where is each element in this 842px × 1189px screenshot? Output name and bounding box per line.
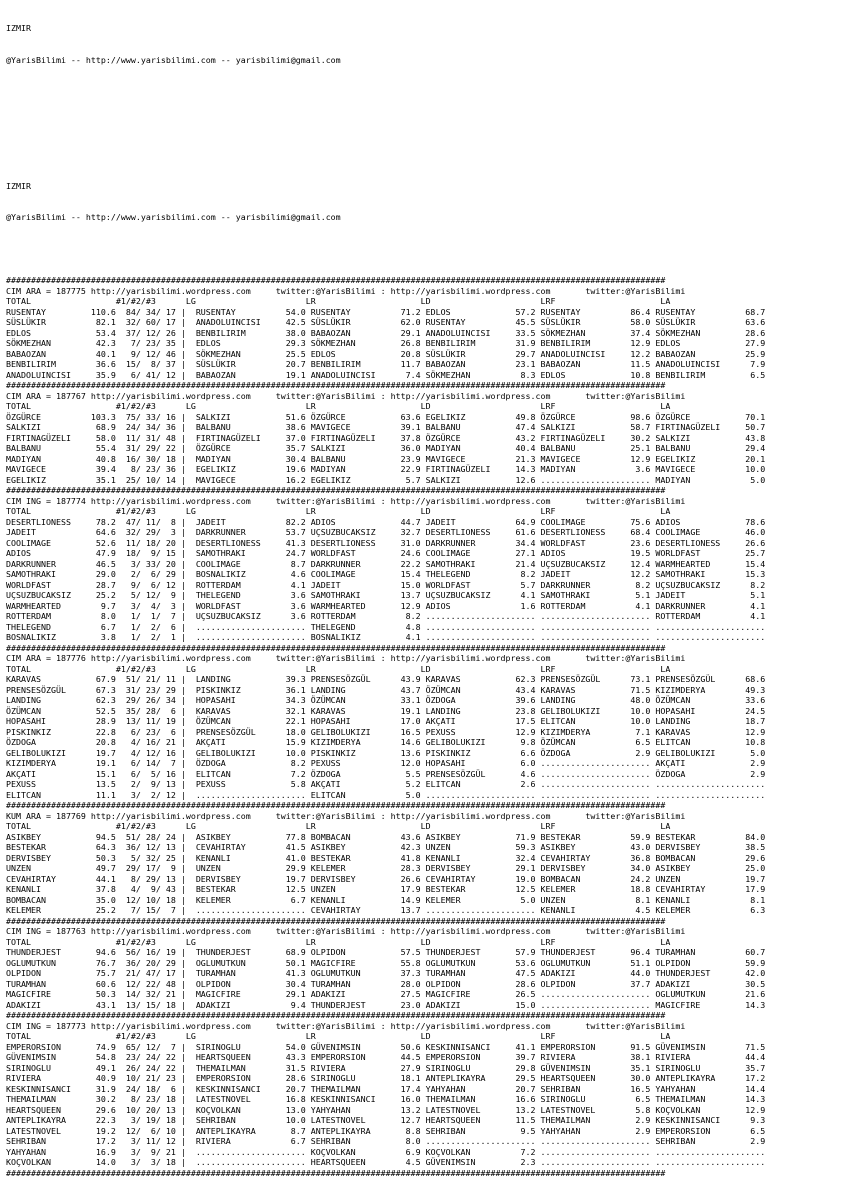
race-result-row: SEHRIBAN 17.2 3/ 11/ 12 | RIVIERA 6.7 SEHRIBAN 8.0 ...................... ...................... SEHRIBAN 2.9: [6, 1136, 766, 1146]
separator-line: ####################################################################################################################################: [6, 485, 666, 495]
race-result-row: MAGICFIRE 50.3 14/ 32/ 21 | MAGICFIRE 29.1 ADAKIZI 27.5 MAGICFIRE 26.5 ...................... OGLUMUTKUN 21.6: [6, 989, 766, 999]
race-result-row: WARMHEARTED 9.7 3/ 4/ 3 | WORLDFAST 3.6 WARMHEARTED 12.9 ADIOS 1.6 ROTTERDAM 4.1 DARKRUNNER 4.1: [6, 600, 766, 611]
column-header-row: TOTAL #1/#2/#3 LG LR LD LRF LA: [6, 663, 671, 674]
race-result-row: KARAVAS 67.9 51/ 21/ 11 | LANDING 39.3 PRENSESÖZGÜL 43.9 KARAVAS 62.3 PRENSESÖZGÜL 73.1 PRENSESÖZGÜL 68.6: [6, 674, 766, 684]
race-result-row: GELIBOLUKIZI 19.7 4/ 12/ 16 | GELIBOLUKIZI 10.0 PISKINKIZ 13.6 PISKINKIZ 6.6 ÖZDOGA 2.9 GELIBOLUKIZI 5.0: [6, 747, 766, 758]
separator-line: ####################################################################################################################################: [6, 380, 666, 390]
race-result-row: LANDING 62.3 29/ 26/ 34 | HOPASAHI 34.3 ÖZÜMCAN 33.1 ÖZDOGA 39.6 LANDING 48.0 ÖZÜMCAN 33.6: [6, 695, 766, 705]
race-result-row: WORLDFAST 28.7 9/ 6/ 12 | ROTTERDAM 4.1 JADEIT 15.0 WORLDFAST 5.7 DARKRUNNER 8.2 UÇSUZBUCAKSIZ 8.2: [6, 579, 766, 590]
separator-line: ####################################################################################################################################: [6, 1167, 666, 1178]
race-result-row: ADIOS 47.9 18/ 9/ 15 | SAMOTHRAKI 24.7 WORLDFAST 24.6 COOLIMAGE 27.1 ADIOS 19.5 WORLDFAST 25.7: [6, 548, 766, 558]
race-result-row: SAMOTHRAKI 29.0 2/ 6/ 29 | BOSNALIKIZ 4.6 COOLIMAGE 15.4 THELEGEND 8.2 JADEIT 12.2 SAMOTHRAKI 15.3: [6, 569, 766, 579]
race-result-row: KIZIMDERYA 19.1 6/ 14/ 7 | ÖZDOGA 8.2 PEXUSS 12.0 HOPASAHI 6.0 ...................... AKÇATI 2.9: [6, 758, 766, 768]
race-result-row: HEARTSQUEEN 29.6 10/ 20/ 13 | KOÇVOLKAN 13.0 YAHYAHAN 13.2 LATESTNOVEL 13.2 LATESTNOVEL 5.8 KOÇVOLKAN 12.9: [6, 1104, 766, 1115]
separator-line: ####################################################################################################################################: [6, 1010, 666, 1020]
race-result-row: BESTEKAR 64.3 36/ 12/ 13 | CEVAHIRTAY 41.5 ASIKBEY 42.3 UNZEN 59.3 ASIKBEY 43.0 DERVISBEY 38.5: [6, 842, 766, 852]
race-header: KUM ARA = 187769 http://yarisbilimi.wordpress.com twitter:@YarisBilimi : http://yarisbilimi.wordpress.com twitter:@YarisBilimi: [6, 810, 686, 821]
race-result-row: EGELIKIZ 35.1 25/ 10/ 14 | MAVIGECE 16.2 EGELIKIZ 5.7 SALKIZI 12.6 ...................... MADIYAN 5.0: [6, 474, 766, 485]
race-result-row: THELEGEND 6.7 1/ 2/ 6 | ...................... THELEGEND 4.8 ...................... ...................... ......................: [6, 621, 766, 632]
race-result-row: SIRINOGLU 49.1 26/ 24/ 22 | THEMAILMAN 31.5 RIVIERA 27.9 SIRINOGLU 29.8 GÜVENIMSIN 35.1 SIRINOGLU 35.7: [6, 1062, 766, 1073]
credit-line-repeat: @YarisBilimi -- http://www.yarisbilimi.com -- yarisbilimi@gmail.com: [6, 212, 341, 222]
race-result-row: DERVISBEY 50.3 5/ 32/ 25 | KENANLI 41.0 BESTEKAR 41.8 KENANLI 32.4 CEVAHIRTAY 36.8 BOMBACAN 29.6: [6, 852, 766, 863]
race-result-row: BALBANU 55.4 31/ 29/ 22 | ÖZGÜRCE 35.7 SALKIZI 36.0 MADIYAN 40.4 BALBANU 25.1 BALBANU 29.4: [6, 443, 766, 453]
race-result-row: THUNDERJEST 94.6 56/ 16/ 19 | THUNDERJEST 68.9 OLPIDON 57.5 THUNDERJEST 57.9 THUNDERJEST 96.4 TURAMHAN 60.7: [6, 947, 766, 957]
blank-line: [6, 118, 765, 129]
race-result-row: MAVIGECE 39.4 8/ 23/ 36 | EGELIKIZ 19.6 MADIYAN 22.9 FIRTINAGÜZELI 14.3 MADIYAN 3.6 MAVIGECE 10.0: [6, 464, 766, 474]
race-result-row: PRENSESÖZGÜL 67.3 31/ 23/ 29 | PISKINKIZ 36.1 LANDING 43.7 ÖZÜMCAN 43.4 KARAVAS 71.5 KIZIMDERYA 49.3: [6, 684, 766, 695]
race-result-row: ASIKBEY 94.5 51/ 28/ 24 | ASIKBEY 77.8 BOMBACAN 43.6 ASIKBEY 71.9 BESTEKAR 59.9 BESTEKAR 84.0: [6, 831, 766, 842]
race-result-row: GÜVENIMSIN 54.8 23/ 24/ 22 | HEARTSQUEEN 43.3 EMPERORSION 44.5 EMPERORSION 39.7 RIVIERA 38.1 RIVIERA 44.4: [6, 1052, 766, 1062]
separator-line: ####################################################################################################################################: [6, 642, 666, 653]
race-result-row: BOMBACAN 35.0 12/ 10/ 18 | KELEMER 6.7 KENANLI 14.9 KELEMER 5.0 UNZEN 8.1 KENANLI 8.1: [6, 894, 766, 905]
race-result-row: BENBILIRIM 36.6 15/ 8/ 37 | SÜSLÜKIR 20.7 BENBILIRIM 11.7 BABAOZAN 23.1 BABAOZAN 11.5 ANADOLUINCISI 7.9: [6, 359, 766, 369]
race-result-row: OLPIDON 75.7 21/ 47/ 17 | TURAMHAN 41.3 OGLUMUTKUN 37.3 TURAMHAN 47.5 ADAKIZI 44.0 THUNDERJEST 42.0: [6, 968, 766, 978]
race-result-row: CEVAHIRTAY 44.1 8/ 29/ 13 | DERVISBEY 19.7 DERVISBEY 26.6 CEVAHIRTAY 19.0 BOMBACAN 24.2 UNZEN 19.7: [6, 873, 766, 884]
column-header-row: TOTAL #1/#2/#3 LG LR LD LRF LA: [6, 821, 671, 831]
race-result-row: MADIYAN 40.8 16/ 30/ 18 | MADIYAN 30.4 BALBANU 23.9 MAVIGECE 21.3 MAVIGECE 12.9 EGELIKIZ 20.1: [6, 453, 766, 464]
race-result-row: PISKINKIZ 22.8 6/ 23/ 6 | PRENSESÖZGÜL 18.0 GELIBOLUKIZI 16.5 PEXUSS 12.9 KIZIMDERYA 7.1 KARAVAS 12.9: [6, 726, 766, 737]
race-result-row: HOPASAHI 28.9 13/ 11/ 19 | ÖZÜMCAN 22.1 HOPASAHI 17.0 AKÇATI 17.5 ELITCAN 10.0 LANDING 18.7: [6, 716, 766, 726]
race-result-row: KENANLI 37.8 4/ 9/ 43 | BESTEKAR 12.5 UNZEN 17.9 BESTEKAR 12.5 KELEMER 18.8 CEVAHIRTAY 17.9: [6, 884, 766, 894]
column-header-row: TOTAL #1/#2/#3 LG LR LD LRF LA: [6, 401, 671, 411]
blank-line: [6, 149, 765, 160]
race-result-row: KESKINNISANCI 31.9 24/ 18/ 6 | KESKINNISANCI 20.7 THEMAILMAN 17.4 YAHYAHAN 20.7 SEHRIBAN 16.5 YAHYAHAN 14.4: [6, 1083, 766, 1094]
race-result-row: PEXUSS 13.5 2/ 9/ 13 | PEXUSS 5.8 AKÇATI 5.2 ELITCAN 2.6 ...................... ......................: [6, 779, 766, 789]
race-result-row: ÖZDOGA 20.8 4/ 16/ 21 | AKÇATI 15.9 KIZIMDERYA 14.6 GELIBOLUKIZI 9.8 ÖZÜMCAN 6.5 ELITCAN 10.8: [6, 737, 766, 747]
race-result-row: EMPERORSION 74.9 65/ 12/ 7 | SIRINOGLU 54.0 GÜVENIMSIN 50.6 KESKINNISANCI 41.1 EMPERORSION 91.5 GÜVENIMSIN 71.5: [6, 1041, 766, 1052]
race-result-row: BABAOZAN 40.1 9/ 12/ 46 | SÖKMEZHAN 25.5 EDLOS 20.8 SÜSLÜKIR 29.7 ANADOLUINCISI 12.2 BABAOZAN 25.9: [6, 348, 766, 359]
race-result-row: ADAKIZI 43.1 13/ 15/ 18 | ADAKIZI 9.4 THUNDERJEST 23.0 ADAKIZI 15.0 ...................... MAGICFIRE 14.3: [6, 999, 766, 1010]
document-title: IZMIR: [6, 23, 31, 33]
race-header: CIM ING = 187763 http://yarisbilimi.wordpress.com twitter:@YarisBilimi : http://yarisbilimi.wordpress.com twitter:@YarisBilimi: [6, 926, 686, 936]
race-result-row: ÖZGÜRCE 103.3 75/ 33/ 16 | SALKIZI 51.6 ÖZGÜRCE 63.6 EGELIKIZ 49.8 ÖZGÜRCE 98.6 ÖZGÜRCE 70.1: [6, 411, 766, 422]
separator-line: ####################################################################################################################################: [6, 915, 666, 926]
race-result-row: TURAMHAN 60.6 12/ 22/ 48 | OLPIDON 30.4 TURAMHAN 28.0 OLPIDON 28.6 OLPIDON 37.7 ADAKIZI 30.5: [6, 978, 766, 989]
race-result-row: UNZEN 49.7 29/ 17/ 9 | UNZEN 29.9 KELEMER 28.3 DERVISBEY 29.1 DERVISBEY 34.0 ASIKBEY 25.0: [6, 863, 766, 873]
race-header: CIM ING = 187773 http://yarisbilimi.wordpress.com twitter:@YarisBilimi : http://yarisbilimi.wordpress.com twitter:@YarisBilimi: [6, 1020, 686, 1031]
race-result-row: DARKRUNNER 46.5 3/ 33/ 20 | COOLIMAGE 8.7 DARKRUNNER 22.2 SAMOTHRAKI 21.4 UÇSUZBUCAKSIZ 12.4 WARMHEARTED 15.4: [6, 558, 766, 569]
race-result-row: YAHYAHAN 16.9 3/ 9/ 21 | ...................... KOÇVOLKAN 6.9 KOÇVOLKAN 7.2 ...................... ......................: [6, 1146, 766, 1157]
race-result-row: LATESTNOVEL 19.2 12/ 6/ 10 | ANTEPLIKAYRA 8.7 ANTEPLIKAYRA 8.8 SEHRIBAN 9.5 YAHYAHAN 2.9 EMPERORSION 6.5: [6, 1125, 766, 1136]
column-header-row: TOTAL #1/#2/#3 LG LR LD LRF LA: [6, 296, 671, 306]
race-result-row: EDLOS 53.4 37/ 12/ 26 | BENBILIRIM 38.0 BABAOZAN 29.1 ANADOLUINCISI 33.5 SÖKMEZHAN 37.4 SÖKMEZHAN 28.6: [6, 327, 766, 338]
race-header: CIM ARA = 187775 http://yarisbilimi.wordpress.com twitter:@YarisBilimi : http://yarisbilimi.wordpress.com twitter:@YarisBilimi: [6, 285, 686, 296]
credit-line: @YarisBilimi -- http://www.yarisbilimi.com -- yarisbilimi@gmail.com: [6, 54, 341, 65]
race-result-row: UÇSUZBUCAKSIZ 25.2 5/ 12/ 9 | THELEGEND 3.6 SAMOTHRAKI 13.7 UÇSUZBUCAKSIZ 4.1 SAMOTHRAKI 5.1 JADEIT 5.1: [6, 590, 766, 600]
race-result-row: ANADOLUINCISI 35.9 6/ 41/ 12 | BABAOZAN 19.1 ANADOLUINCISI 7.4 SÖKMEZHAN 8.3 EDLOS 10.8 BENBILIRIM 6.5: [6, 369, 766, 380]
race-result-row: ELITCAN 11.1 3/ 2/ 12 | ...................... ELITCAN 5.0 ...................... ...................... ......................: [6, 789, 766, 800]
race-result-row: KOÇVOLKAN 14.0 3/ 3/ 18 | ...................... HEARTSQUEEN 4.5 GÜVENIMSIN 2.3 ...................... ......................: [6, 1157, 766, 1167]
race-result-row: ROTTERDAM 8.0 1/ 1/ 7 | UÇSUZBUCAKSIZ 3.6 ROTTERDAM 8.2 ...................... ...................... ROTTERDAM 4.1: [6, 611, 766, 621]
blank-line: [6, 244, 765, 255]
race-result-row: RIVIERA 40.9 10/ 21/ 23 | EMPERORSION 28.6 SIRINOGLU 18.1 ANTEPLIKAYRA 29.5 HEARTSQUEEN 30.0 ANTEPLIKAYRA 17.2: [6, 1073, 766, 1083]
race-result-row: AKÇATI 15.1 6/ 5/ 16 | ELITCAN 7.2 ÖZDOGA 5.5 PRENSESÖZGÜL 4.6 ...................... ÖZDOGA 2.9: [6, 768, 766, 779]
race-result-row: ÖZÜMCAN 52.5 35/ 28/ 6 | KARAVAS 32.1 KARAVAS 19.1 LANDING 23.8 GELIBOLUKIZI 10.0 HOPASAHI 24.5: [6, 705, 766, 716]
race-result-row: KELEMER 25.2 7/ 15/ 7 | ...................... CEVAHIRTAY 13.7 ...................... KENANLI 4.5 KELEMER 6.3: [6, 905, 766, 915]
separator-line: ####################################################################################################################################: [6, 275, 666, 285]
column-header-row: TOTAL #1/#2/#3 LG LR LD LRF LA: [6, 936, 671, 947]
separator-line: ####################################################################################################################################: [6, 800, 666, 810]
race-result-row: SÖKMEZHAN 42.3 7/ 23/ 35 | EDLOS 29.3 SÖKMEZHAN 26.8 BENBILIRIM 31.9 BENBILIRIM 12.9 EDLOS 27.9: [6, 338, 766, 348]
race-result-row: SALKIZI 68.9 24/ 34/ 36 | BALBANU 38.6 MAVIGECE 39.1 BALBANU 47.4 SALKIZI 58.7 FIRTINAGÜZELI 50.7: [6, 422, 766, 432]
race-header: CIM ARA = 187767 http://yarisbilimi.wordpress.com twitter:@YarisBilimi : http://yarisbilimi.wordpress.com twitter:@YarisBilimi: [6, 390, 686, 401]
race-result-row: JADEIT 64.6 32/ 29/ 3 | DARKRUNNER 53.7 UÇSUZBUCAKSIZ 32.7 DESERTLIONESS 61.6 DESERTLIONESS 68.4 COOLIMAGE 46.0: [6, 527, 766, 537]
column-header-row: TOTAL #1/#2/#3 LG LR LD LRF LA: [6, 506, 671, 516]
race-result-row: COOLIMAGE 52.6 11/ 18/ 20 | DESERTLIONESS 41.3 DESERTLIONESS 31.0 DARKRUNNER 34.4 WORLDFAST 23.6 DESERTLIONESS 26.6: [6, 537, 766, 548]
column-header-row: TOTAL #1/#2/#3 LG LR LD LRF LA: [6, 1031, 671, 1041]
race-result-row: SÜSLÜKIR 82.1 32/ 60/ 17 | ANADOLUINCISI 42.5 SÜSLÜKIR 62.0 RUSENTAY 45.5 SÜSLÜKIR 58.0 SÜSLÜKIR 63.6: [6, 317, 766, 327]
race-result-row: RUSENTAY 110.6 84/ 34/ 17 | RUSENTAY 54.0 RUSENTAY 71.2 EDLOS 57.2 RUSENTAY 86.4 RUSENTAY 68.7: [6, 306, 766, 317]
results-document: [6, 2, 765, 1189]
blank-line: [6, 86, 765, 97]
race-result-row: OGLUMUTKUN 76.7 36/ 20/ 29 | OGLUMUTKUN 50.1 MAGICFIRE 55.8 OGLUMUTKUN 53.6 OGLUMUTKUN 51.1 OLPIDON 59.9: [6, 957, 766, 968]
race-result-row: ANTEPLIKAYRA 22.3 3/ 19/ 18 | SEHRIBAN 10.0 LATESTNOVEL 12.7 HEARTSQUEEN 11.5 THEMAILMAN 2.9 KESKINNISANCI 9.3: [6, 1115, 766, 1125]
race-result-row: BOSNALIKIZ 3.8 1/ 2/ 1 | ...................... BOSNALIKIZ 4.1 ...................... ...................... ......................: [6, 632, 766, 642]
race-result-row: DESERTLIONESS 78.2 47/ 11/ 8 | JADEIT 82.2 ADIOS 44.7 JADEIT 64.9 COOLIMAGE 75.6 ADIOS 78.6: [6, 516, 766, 527]
document-title-repeat: IZMIR: [6, 180, 31, 191]
race-result-row: THEMAILMAN 30.2 8/ 23/ 18 | LATESTNOVEL 16.8 KESKINNISANCI 16.0 THEMAILMAN 16.6 SIRINOGLU 6.5 THEMAILMAN 14.3: [6, 1094, 766, 1104]
race-result-row: FIRTINAGÜZELI 58.0 11/ 31/ 48 | FIRTINAGÜZELI 37.0 FIRTINAGÜZELI 37.8 ÖZGÜRCE 43.2 FIRTINAGÜZELI 30.2 SALKIZI 43.8: [6, 432, 766, 443]
race-header: CIM ING = 187774 http://yarisbilimi.wordpress.com twitter:@YarisBilimi : http://yarisbilimi.wordpress.com twitter:@YarisBilimi: [6, 495, 686, 506]
race-blocks: [6, 275, 765, 1178]
race-header: CIM ARA = 187776 http://yarisbilimi.wordpress.com twitter:@YarisBilimi : http://yarisbilimi.wordpress.com twitter:@YarisBilimi: [6, 653, 686, 663]
